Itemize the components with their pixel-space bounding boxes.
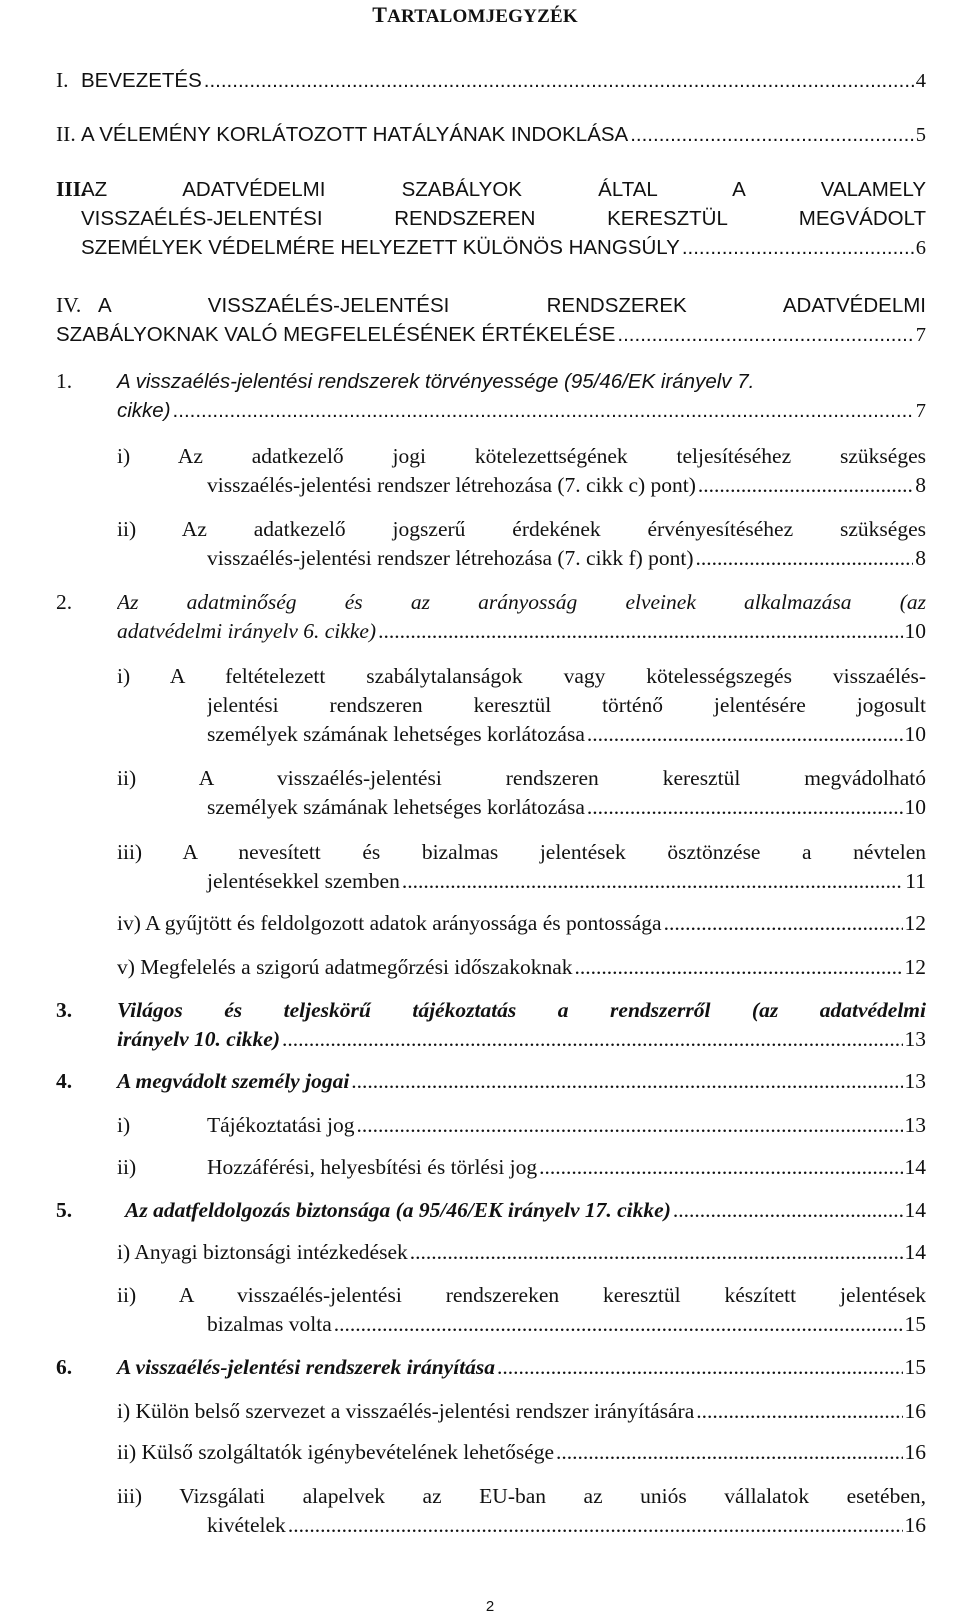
entry-label-line: i) A feltételezett szabálytalanságok vagy kötelességszegés visszaélés- [117, 664, 926, 688]
leader-dots [556, 1438, 902, 1467]
page-ref: 10 [904, 795, 926, 819]
entry-label-line: AZ ADATVÉDELMI SZABÁLYOK ÁLTAL A VALAMELY [81, 178, 926, 201]
entry-label-line: iii) A nevesített és bizalmas jelentések ösztönzése a névtelen [117, 840, 926, 864]
entry-label-line: ii) A visszaélés-jelentési rendszereken keresztül készített jelentések [117, 1283, 926, 1307]
entry-label: irányelv 10. cikke) [117, 1027, 280, 1051]
toc-entry[interactable] [117, 838, 926, 896]
leader-dots [410, 1238, 903, 1267]
page-ref: 7 [915, 324, 926, 346]
entry-label: jelentésekkel szemben [207, 869, 400, 893]
leader-dots [356, 1111, 902, 1140]
toc-entry[interactable] [56, 120, 926, 150]
entry-label: i) Külön belső szervezet a visszaélés-jelentési rendszer irányítására [117, 1399, 695, 1423]
page-ref: 7 [915, 400, 926, 422]
toc-entry[interactable] [117, 1438, 926, 1467]
page-ref: 13 [904, 1027, 926, 1051]
toc-entry[interactable] [56, 1353, 926, 1382]
entry-number: 3. [56, 998, 73, 1022]
toc-entry[interactable] [117, 442, 926, 500]
page-ref: 16 [904, 1399, 926, 1423]
entry-label: visszaélés-jelentési rendszer létrehozása (7. cikk f) pont) [207, 546, 694, 570]
toc-entry[interactable] [117, 515, 926, 573]
page-ref: 16 [904, 1440, 926, 1464]
entry-label-line: A VISSZAÉLÉS-JELENTÉSI RENDSZEREK ADATVÉDELMI [98, 294, 926, 317]
toc-entry[interactable] [117, 1153, 926, 1182]
entry-label-line: ii) Az adatkezelő jogszerű érdekének érvényesítéséhez szükséges [117, 517, 926, 541]
leader-dots [696, 1397, 902, 1426]
entry-number: I. [56, 68, 69, 92]
leader-dots [378, 617, 902, 646]
toc-entry[interactable] [117, 1397, 926, 1426]
page-ref: 15 [904, 1355, 926, 1379]
toc-entry[interactable] [56, 1196, 926, 1225]
page-ref: 15 [904, 1312, 926, 1336]
leader-dots [673, 1196, 903, 1225]
leader-dots [334, 1310, 903, 1339]
leader-dots [288, 1511, 903, 1540]
page-ref: 8 [915, 546, 926, 570]
entry-label: Tájékoztatási jog [207, 1113, 355, 1137]
leader-dots [204, 66, 914, 95]
toc-entry[interactable] [117, 1238, 926, 1267]
leader-dots [587, 793, 903, 822]
entry-label-line: ii) A visszaélés-jelentési rendszeren keresztül megvádolható [117, 766, 926, 790]
entry-label: cikke) [117, 399, 171, 422]
page-ref: 11 [905, 869, 926, 893]
entry-number: II. [56, 122, 76, 146]
page-ref: 13 [904, 1113, 926, 1137]
leader-dots [664, 909, 903, 938]
entry-number: 1. [56, 369, 73, 393]
page-ref: 5 [915, 124, 926, 146]
leader-dots [587, 720, 903, 749]
entry-label: A VÉLEMÉNY KORLÁTOZOTT HATÁLYÁNAK INDOKLÁSA [81, 123, 629, 146]
entry-number: 4. [56, 1069, 73, 1093]
entry-label-line: Az adatminőség és az arányosság elveinek alkalmazása (az [117, 590, 926, 614]
entry-label: A visszaélés-jelentési rendszerek irányítása [117, 1355, 496, 1379]
toc-entry[interactable] [117, 1482, 926, 1540]
entry-label: SZEMÉLYEK VÉDELMÉRE HELYEZETT KÜLÖNÖS HANGSÚLY [81, 236, 680, 259]
toc-entry[interactable] [56, 996, 926, 1054]
page-ref: 14 [904, 1240, 926, 1264]
page-ref: 14 [904, 1155, 926, 1179]
toc-entry[interactable] [56, 367, 926, 426]
toc-entry[interactable] [56, 1067, 926, 1096]
toc-entry[interactable] [56, 66, 926, 96]
page-number: 2 [485, 1598, 495, 1615]
entry-label-line: i) Az adatkezelő jogi kötelezettségének teljesítéséhez szükséges [117, 444, 926, 468]
toc-entry[interactable] [117, 909, 926, 938]
page-ref: 10 [904, 722, 926, 746]
leader-dots [402, 867, 903, 896]
leader-dots [696, 544, 914, 573]
entry-label: iv) A gyűjtött és feldolgozott adatok arányossága és pontossága [117, 911, 662, 935]
entry-number: 6. [56, 1355, 73, 1379]
entry-label: BEVEZETÉS [81, 69, 202, 92]
toc-entry[interactable] [117, 662, 926, 749]
toc-entry[interactable] [56, 175, 926, 263]
entry-label: kivételek [207, 1513, 286, 1537]
entry-label: i) Anyagi biztonsági intézkedések [117, 1240, 408, 1264]
entry-label-line: Világos és teljeskörű tájékoztatás a rendszerről (az adatvédelmi [117, 998, 926, 1022]
entry-number: 2. [56, 590, 73, 614]
entry-label: személyek számának lehetséges korlátozása [207, 795, 585, 819]
entry-number: ii) [117, 1155, 137, 1179]
leader-dots [539, 1153, 902, 1182]
entry-label: Hozzáférési, helyesbítési és törlési jog [207, 1155, 538, 1179]
entry-number: 5. [56, 1198, 73, 1222]
leader-dots [617, 320, 913, 349]
leader-dots [173, 396, 914, 425]
entry-label: visszaélés-jelentési rendszer létrehozása (7. cikk c) pont) [207, 473, 696, 497]
toc-entry[interactable] [117, 764, 926, 822]
entry-number: IV. [56, 293, 82, 317]
leader-dots [698, 471, 913, 500]
page-ref: 6 [915, 237, 926, 259]
toc-entry[interactable] [117, 1111, 926, 1140]
page-ref: 13 [904, 1069, 926, 1093]
leader-dots [282, 1025, 903, 1054]
entry-label: ii) Külső szolgáltatók igénybevételének lehetősége [117, 1440, 555, 1464]
entry-label-line: jelentési rendszeren keresztül történő jelentésére jogosult [207, 693, 926, 717]
entry-label: SZABÁLYOKNAK VALÓ MEGFELELÉSÉNEK ÉRTÉKELÉSE [56, 323, 616, 346]
toc-entry[interactable] [117, 953, 926, 982]
entry-label: személyek számának lehetséges korlátozása [207, 722, 585, 746]
entry-label-line: A visszaélés-jelentési rendszerek törvényessége (95/46/EK irányelv 7. [117, 370, 755, 393]
entry-label: Az adatfeldolgozás biztonsága (a 95/46/EK irányelv 17. cikke) [125, 1198, 671, 1222]
leader-dots [497, 1353, 902, 1382]
page-ref: 12 [904, 911, 926, 935]
entry-label-line: VISSZAÉLÉS-JELENTÉSI RENDSZEREN KERESZTÜL MEGVÁDOLT [81, 207, 926, 230]
leader-dots [351, 1067, 902, 1096]
leader-dots [630, 120, 914, 149]
page-ref: 14 [904, 1198, 926, 1222]
page-ref: 10 [904, 619, 926, 643]
entry-label: v) Megfelelés a szigorú adatmegőrzési időszakoknak [117, 955, 573, 979]
toc-entry[interactable] [117, 1281, 926, 1339]
entry-label-line: iii) Vizsgálati alapelvek az EU-ban az uniós vállalatok esetében, [117, 1484, 926, 1508]
entry-label: adatvédelmi irányelv 6. cikke) [117, 619, 377, 643]
leader-dots [682, 233, 914, 262]
toc-entry[interactable] [56, 291, 926, 350]
page-ref: 12 [904, 955, 926, 979]
entry-number: i) [117, 1113, 131, 1137]
entry-number: III. [56, 177, 87, 201]
toc-title: TARTALOMJEGYZÉK [372, 2, 578, 27]
toc-entry[interactable] [56, 588, 926, 646]
entry-label: bizalmas volta [207, 1312, 332, 1336]
entry-label: A megvádolt személy jogai [117, 1069, 350, 1093]
page-ref: 4 [915, 70, 926, 92]
page-ref: 16 [904, 1513, 926, 1537]
leader-dots [575, 953, 903, 982]
page-ref: 8 [915, 473, 926, 497]
